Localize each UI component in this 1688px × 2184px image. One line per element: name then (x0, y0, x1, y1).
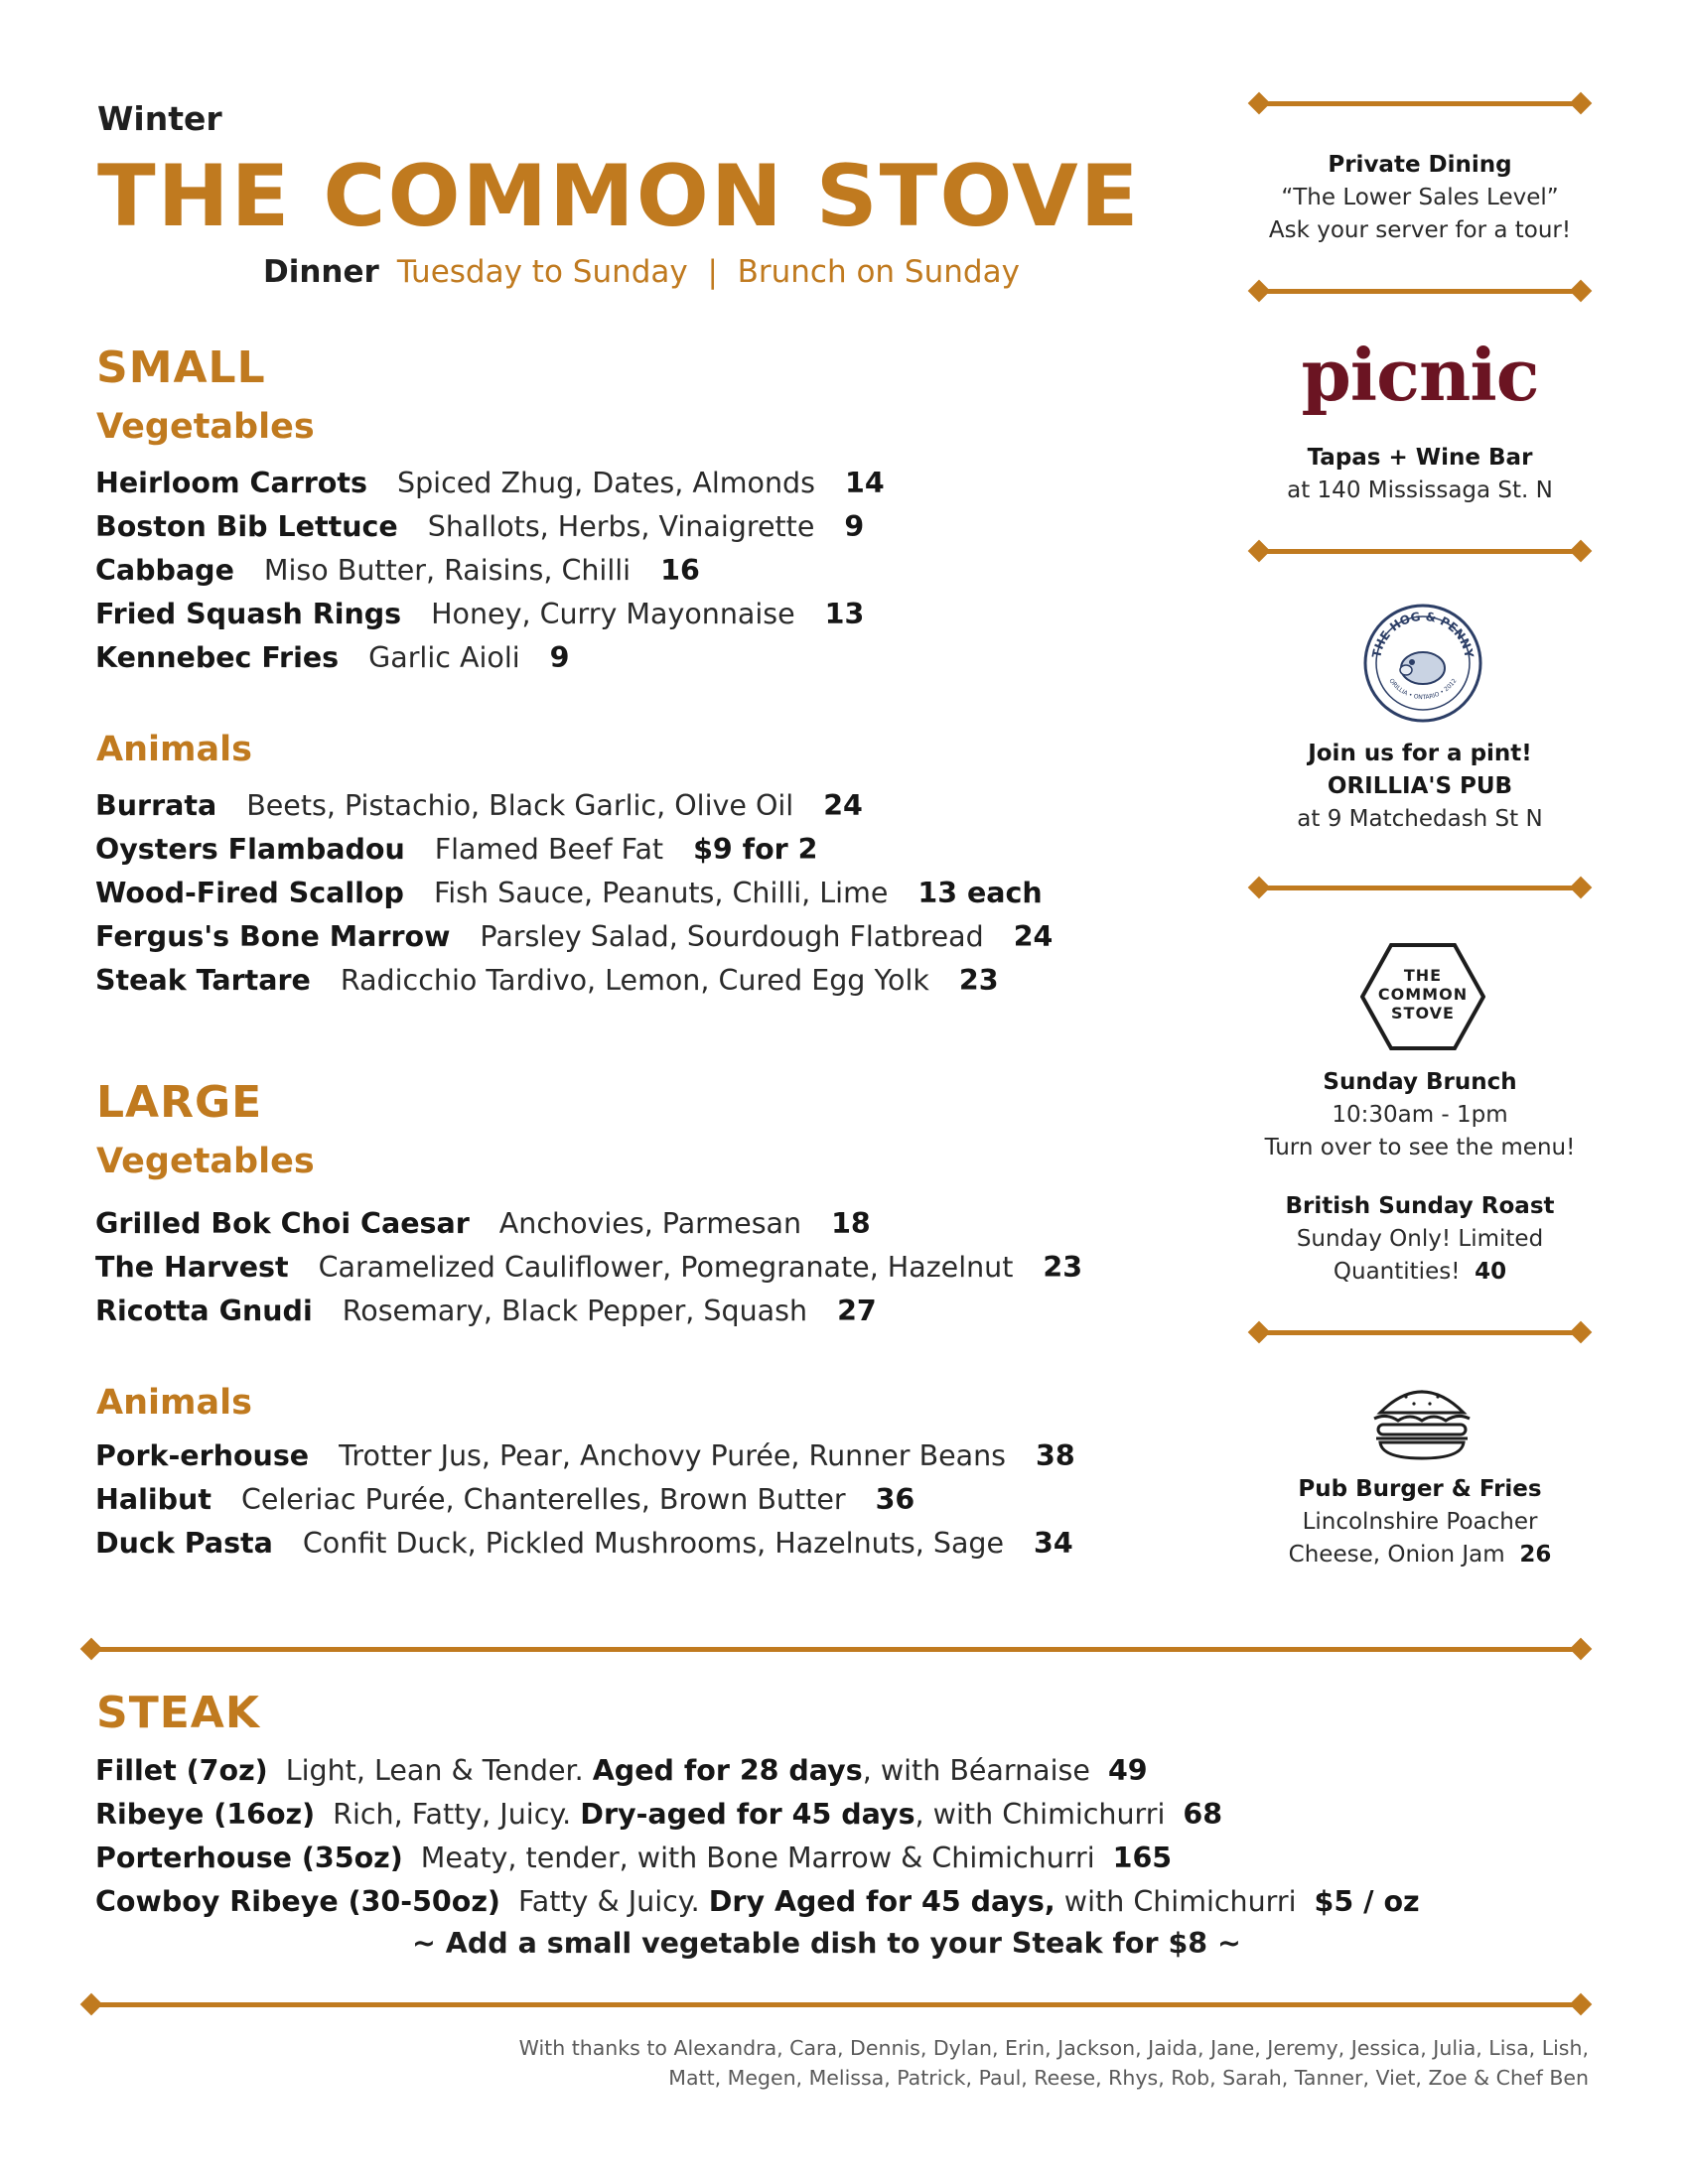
large-vegetables-list (95, 1202, 1082, 1333)
item-name: Cowboy Ribeye (30-50oz) (95, 1885, 500, 1918)
burger-line: Lincolnshire Poacher (1302, 1509, 1538, 1535)
item-price: 36 (875, 1483, 915, 1516)
item-desc: Rich, Fatty, Juicy. (333, 1798, 572, 1831)
hog-logo-text: THE HOG & PENNY (1369, 609, 1477, 659)
private-dining-block (1241, 149, 1599, 247)
item-price: 24 (1013, 920, 1054, 953)
item-name: Wood-Fired Scallop (95, 877, 404, 909)
item-desc: Garlic Aioli (368, 641, 520, 674)
item-desc: Light, Lean & Tender. (285, 1754, 584, 1787)
item-name: Porterhouse (35oz) (95, 1842, 403, 1874)
item-name: Cabbage (95, 554, 234, 587)
menu-item (95, 784, 1053, 828)
item-price: 9 (844, 510, 865, 543)
item-sauce: , with Béarnaise (862, 1754, 1090, 1787)
staff-thanks (437, 2033, 1589, 2093)
picnic-block (1241, 442, 1599, 507)
item-desc: Celeriac Purée, Chanterelles, Brown Butter (240, 1483, 846, 1516)
menu-item (95, 462, 885, 505)
roast-quantities: Quantities! (1333, 1259, 1461, 1285)
menu-item (95, 1793, 1420, 1837)
menu-item (95, 636, 885, 680)
season-label: Winter (97, 99, 222, 138)
item-desc: Spiced Zhug, Dates, Almonds (396, 467, 815, 499)
menu-item (95, 1749, 1420, 1793)
sidebar-divider (1251, 93, 1589, 113)
hog-logo-subtext: ORILLIA • ONTARIO • 2012 (1387, 677, 1459, 702)
item-name: Steak Tartare (95, 964, 311, 997)
brunch-block (1241, 1066, 1599, 1164)
hours-line (263, 254, 1020, 290)
picnic-title: Tapas + Wine Bar (1307, 445, 1533, 471)
burger-toppings: Cheese, Onion Jam (1288, 1542, 1505, 1568)
dinner-label: Dinner (263, 254, 379, 290)
steak-list (95, 1749, 1420, 1924)
item-price: $5 / oz (1314, 1885, 1420, 1918)
roast-line: Sunday Only! Limited (1296, 1226, 1544, 1252)
item-name: Fillet (7oz) (95, 1754, 268, 1787)
small-animals-heading: Animals (96, 730, 252, 769)
large-animals-list (95, 1434, 1075, 1566)
sidebar-divider (1251, 541, 1589, 561)
item-desc: Caramelized Cauliflower, Pomegranate, Hazelnut (318, 1251, 1014, 1284)
common-stove-logo (1360, 941, 1485, 1052)
menu-item (95, 1246, 1082, 1290)
restaurant-title: THE COMMON STOVE (97, 147, 1141, 246)
item-desc: Honey, Curry Mayonnaise (431, 598, 795, 630)
item-desc: Trotter Jus, Pear, Anchovy Purée, Runner Beans (339, 1439, 1007, 1472)
item-aging: Aged for 28 days (592, 1754, 863, 1787)
hog-and-penny-logo (1362, 603, 1483, 724)
large-vegetables-heading: Vegetables (96, 1142, 315, 1181)
burger-line2 (1241, 1539, 1599, 1571)
burger-icon (1366, 1375, 1477, 1464)
item-price: 13 each (917, 877, 1043, 909)
menu-item (95, 1880, 1420, 1924)
item-price: 23 (1043, 1251, 1083, 1284)
roast-line2 (1241, 1256, 1599, 1289)
item-price: 27 (837, 1295, 877, 1327)
item-desc: Rosemary, Black Pepper, Squash (342, 1295, 808, 1327)
item-name: Burrata (95, 789, 217, 822)
item-name: Grilled Bok Choi Caesar (95, 1207, 470, 1240)
menu-item (95, 1202, 1082, 1246)
thanks-line: Matt, Megen, Melissa, Patrick, Paul, Reese, Rhys, Rob, Sarah, Tanner, Viet, Zoe & Chef Ben (668, 2066, 1589, 2090)
menu-item (95, 549, 885, 593)
item-name: Fergus's Bone Marrow (95, 920, 451, 953)
roast-title: British Sunday Roast (1285, 1193, 1555, 1219)
item-desc: Fish Sauce, Peanuts, Chilli, Lime (433, 877, 889, 909)
picnic-logo: picnic (1301, 333, 1539, 417)
section-divider (83, 1994, 1589, 2014)
section-steak-heading: STEAK (96, 1688, 260, 1738)
item-name: Ribeye (16oz) (95, 1798, 316, 1831)
section-small-heading: SMALL (96, 342, 266, 393)
item-price: 34 (1034, 1527, 1073, 1560)
small-animals-list (95, 784, 1053, 1003)
pub-invite: Join us for a pint! (1308, 741, 1532, 766)
item-price: 13 (824, 598, 865, 630)
menu-item (95, 828, 1053, 872)
item-price: 38 (1036, 1439, 1075, 1472)
sidebar-divider (1251, 1322, 1589, 1342)
pub-block (1241, 738, 1599, 836)
item-name: The Harvest (95, 1251, 289, 1284)
item-price: 16 (660, 554, 700, 587)
item-desc: Parsley Salad, Sourdough Flatbread (480, 920, 984, 953)
small-vegetables-list (95, 462, 885, 680)
menu-item (95, 1522, 1075, 1566)
sidebar-divider (1251, 878, 1589, 897)
item-desc: Anchovies, Parmesan (498, 1207, 802, 1240)
item-name: Duck Pasta (95, 1527, 273, 1560)
item-price: 165 (1112, 1842, 1173, 1874)
item-sauce: , with Chimichurri (914, 1798, 1166, 1831)
brunch-title: Sunday Brunch (1323, 1069, 1517, 1095)
steak-addon-note: ~ Add a small vegetable dish to your Steak for $8 ~ (412, 1927, 1241, 1960)
item-price: 18 (831, 1207, 871, 1240)
item-desc: Radicchio Tardivo, Lemon, Cured Egg Yolk (340, 964, 929, 997)
menu-item (95, 1434, 1075, 1478)
burger-block (1241, 1473, 1599, 1571)
brunch-hours: 10:30am - 1pm (1332, 1102, 1508, 1128)
item-desc: Flamed Beef Fat (434, 833, 664, 866)
menu-item (95, 1478, 1075, 1522)
item-aging: Dry Aged for 45 days, (708, 1885, 1055, 1918)
menu-item (95, 593, 885, 636)
stove-logo-line: STOVE (1391, 1004, 1455, 1023)
item-desc: Meaty, tender, with Bone Marrow & Chimichurri (420, 1842, 1095, 1874)
item-price: 24 (823, 789, 863, 822)
item-desc: Beets, Pistachio, Black Garlic, Olive Oil (246, 789, 794, 822)
private-dining-note: Ask your server for a tour! (1268, 217, 1572, 243)
item-name: Ricotta Gnudi (95, 1295, 313, 1327)
menu-item (95, 1837, 1420, 1880)
burger-title: Pub Burger & Fries (1298, 1476, 1542, 1502)
item-sauce: with Chimichurri (1055, 1885, 1297, 1918)
menu-item (95, 505, 885, 549)
item-name: Fried Squash Rings (95, 598, 402, 630)
private-dining-venue: “The Lower Sales Level” (1281, 185, 1559, 210)
burger-price: 26 (1519, 1542, 1552, 1568)
item-name: Pork-erhouse (95, 1439, 310, 1472)
sidebar-divider (1251, 281, 1589, 301)
roast-block (1241, 1190, 1599, 1289)
pub-address: at 9 Matchedash St N (1297, 806, 1543, 832)
large-animals-heading: Animals (96, 1383, 252, 1423)
item-name: Oysters Flambadou (95, 833, 405, 866)
item-desc: Shallots, Herbs, Vinaigrette (427, 510, 815, 543)
stove-logo-line: THE (1403, 966, 1443, 985)
item-name: Boston Bib Lettuce (95, 510, 398, 543)
item-name: Heirloom Carrots (95, 467, 367, 499)
roast-price: 40 (1475, 1259, 1507, 1285)
item-aging: Dry-aged for 45 days (580, 1798, 915, 1831)
item-price: 14 (845, 467, 885, 499)
item-name: Halibut (95, 1483, 211, 1516)
private-dining-title: Private Dining (1328, 152, 1512, 178)
menu-item (95, 959, 1053, 1003)
item-price: 9 (549, 641, 570, 674)
item-name: Kennebec Fries (95, 641, 340, 674)
section-divider (83, 1639, 1589, 1659)
schedule-text: Tuesday to Sunday | Brunch on Sunday (396, 254, 1020, 290)
menu-item (95, 915, 1053, 959)
thanks-line: With thanks to Alexandra, Cara, Dennis, Dylan, Erin, Jackson, Jaida, Jane, Jeremy, Jessica, Julia, Lisa, Lish, (518, 2036, 1589, 2060)
menu-item (95, 1290, 1082, 1333)
picnic-address: at 140 Mississaga St. N (1287, 478, 1553, 503)
pub-title: ORILLIA'S PUB (1327, 773, 1513, 799)
item-desc: Miso Butter, Raisins, Chilli (263, 554, 632, 587)
section-large-heading: LARGE (96, 1077, 263, 1128)
item-price: $9 for 2 (693, 833, 818, 866)
item-desc: Confit Duck, Pickled Mushrooms, Hazelnuts, Sage (302, 1527, 1005, 1560)
small-vegetables-heading: Vegetables (96, 407, 315, 447)
brunch-note: Turn over to see the menu! (1264, 1135, 1576, 1160)
item-price: 23 (958, 964, 999, 997)
item-price: 49 (1107, 1754, 1148, 1787)
item-desc: Fatty & Juicy. (517, 1885, 700, 1918)
menu-item (95, 872, 1053, 915)
stove-logo-line: COMMON (1377, 985, 1469, 1004)
item-price: 68 (1183, 1798, 1223, 1831)
